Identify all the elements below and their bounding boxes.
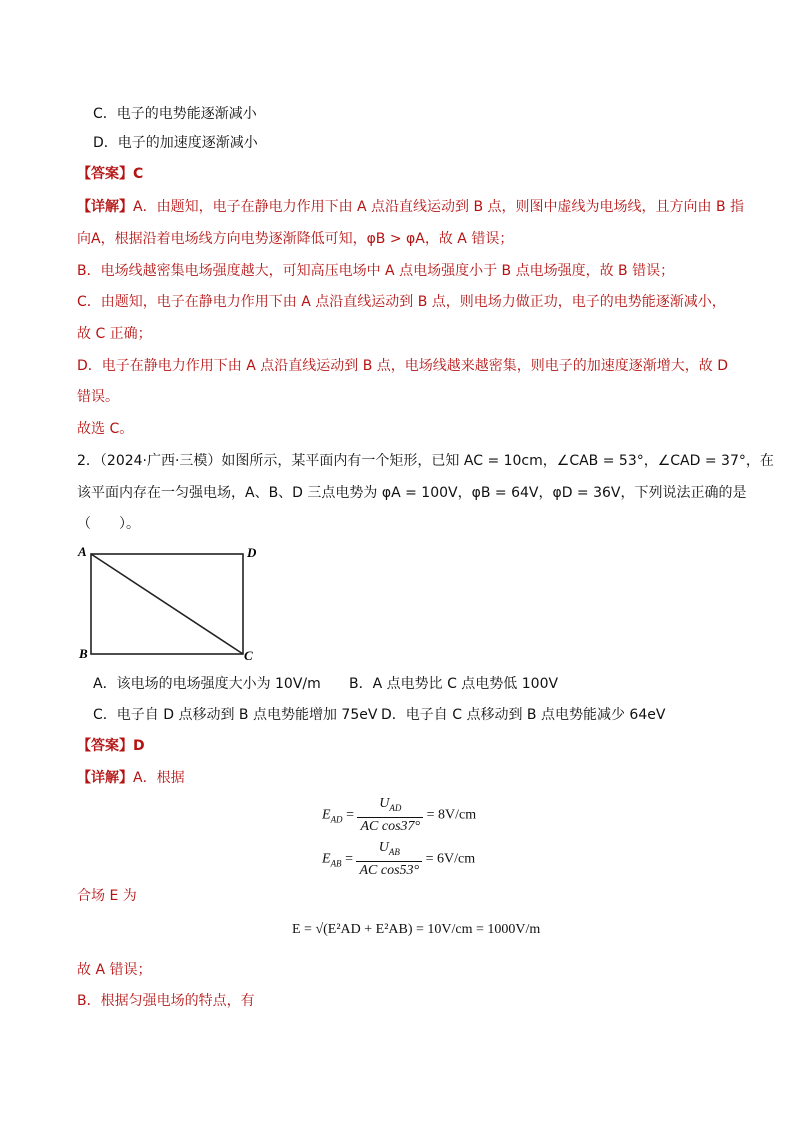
detail-tag: 【详解】 bbox=[77, 199, 133, 215]
diagonal-ac bbox=[91, 554, 243, 654]
q1-detail-line-7: 错误。 bbox=[77, 389, 119, 405]
q2-option-b: B．A 点电势比 C 点电势低 100V bbox=[349, 676, 559, 692]
q2-stem-line-1: 2．（2024·广西·三模）如图所示，某平面内有一个矩形，已知 AC = 10cm，∠CAB = 53°，∠CAD = 37°，在 bbox=[77, 453, 774, 469]
answer-tag: 【答案】 bbox=[77, 738, 133, 754]
formula-e-total: E = √(E²AD + E²AB) = 10V/cm = 1000V/m bbox=[292, 922, 541, 937]
answer-tag: 【答案】 bbox=[77, 166, 133, 182]
q2-stem-line-2: 该平面内存在一匀强电场，A、B、D 三点电势为 φA = 100V，φB = 64V，φD = 36V，下列说法正确的是 bbox=[77, 485, 747, 501]
label-b: B bbox=[79, 646, 88, 661]
answer-value: C bbox=[133, 166, 144, 182]
fraction: $\frac{U_{AD}}{\text{AC cos37°}}$ bbox=[357, 795, 423, 836]
q1-answer-line bbox=[77, 164, 143, 184]
label-a: A bbox=[78, 544, 87, 559]
rectangle-figure bbox=[75, 544, 265, 664]
q2-b-line: B．根据匀强电场的特点，有 bbox=[77, 993, 255, 1009]
detail-tag: 【详解】 bbox=[77, 770, 133, 786]
q1-detail-line-5: 故 C 正确； bbox=[77, 326, 152, 342]
q2-option-d: D．电子自 C 点移动到 B 点电势能减少 64eV bbox=[381, 707, 666, 723]
q2-a-wrong: 故 A 错误； bbox=[77, 962, 152, 978]
q2-combine-text: 合场 E 为 bbox=[77, 888, 137, 904]
option-c-prev: C．电子的电势能逐渐减小 bbox=[93, 106, 257, 122]
q2-answer-line bbox=[77, 736, 145, 756]
answer-value: D bbox=[133, 738, 145, 754]
formula-e-ab: $E_{AB}$ = $\frac{U_{AB}}{\text{AC cos53°}}$ = 6V/cm bbox=[322, 840, 476, 878]
q2-option-c: C．电子自 D 点移动到 B 点电势能增加 75eV bbox=[93, 707, 378, 723]
q1-detail-line-4: C．由题知，电子在静电力作用下由 A 点沿直线运动到 B 点，则电场力做正功，电子的电势能逐渐减小， bbox=[77, 294, 726, 310]
fraction: $\frac{U_{AB}}{\text{AC cos53°}}$ bbox=[356, 839, 422, 880]
option-d-prev: D．电子的加速度逐渐减小 bbox=[93, 135, 258, 151]
label-c: C bbox=[244, 648, 253, 663]
q1-detail-line-1 bbox=[77, 197, 744, 217]
detail-text: A．由题知，电子在静电力作用下由 A 点沿直线运动到 B 点，则图中虚线为电场线，且方向由 B 指 bbox=[133, 199, 745, 215]
q1-detail-line-2: 向A，根据沿着电场线方向电势逐渐降低可知，φB > φA，故 A 错误； bbox=[77, 231, 514, 247]
formula-e-ad: $E_{AD}$ = $\frac{U_{AD}}{\text{AC cos37°}}$ = 8V/cm bbox=[322, 796, 477, 834]
label-d: D bbox=[247, 545, 257, 560]
q2-option-a: A．该电场的电场强度大小为 10V/m bbox=[93, 676, 321, 692]
q1-detail-line-6: D．电子在静电力作用下由 A 点沿直线运动到 B 点，电场线越来越密集，则电子的加速度逐渐增大，故 D bbox=[77, 358, 728, 374]
detail-text: A．根据 bbox=[133, 770, 185, 786]
q2-stem-line-3: （ ）。 bbox=[77, 516, 140, 532]
q1-detail-line-3: B．电场线越密集电场强度越大，可知高压电场中 A 点电场强度小于 B 点电场强度，故 B 错误； bbox=[77, 263, 675, 279]
q1-conclusion: 故选 C。 bbox=[77, 421, 134, 437]
q2-detail-first bbox=[77, 768, 185, 788]
